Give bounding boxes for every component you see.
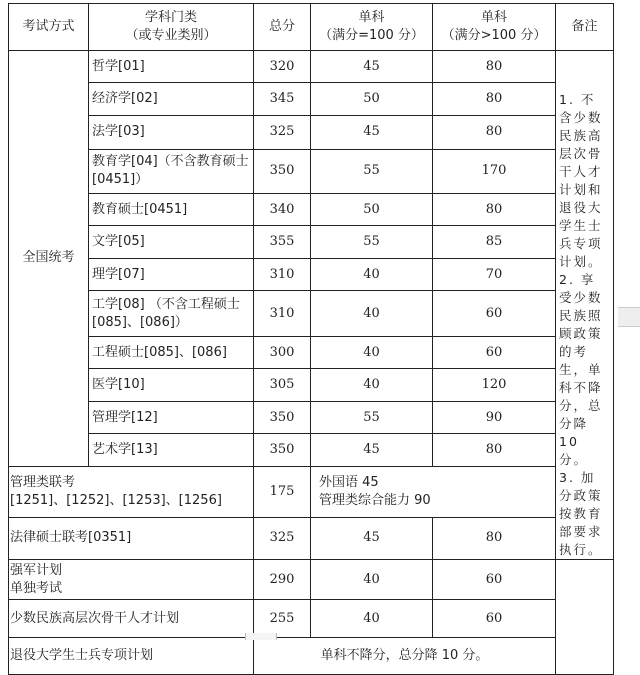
total-cell: 325: [254, 115, 311, 149]
military-plan-row: [9, 560, 614, 600]
subject-cell: 哲学[01]: [89, 51, 254, 83]
single-100-cell: 40: [311, 336, 433, 368]
total-cell: 350: [254, 149, 311, 193]
single-over-100-cell: 170: [433, 149, 556, 193]
single-100-cell: 40: [311, 291, 433, 336]
subject-cell: 艺术学[13]: [89, 434, 254, 466]
total-cell: 175: [254, 466, 311, 517]
minority-plan-row: [9, 600, 614, 638]
single-over-100-cell: 80: [433, 83, 556, 115]
veteran-plan-rule: 单科不降分，总分降 10 分。: [254, 638, 556, 675]
scrollbar-fragment: [618, 307, 640, 327]
subject-cell: 理学[07]: [89, 258, 254, 290]
subject-cell: 工程硕士[085]、[086]: [89, 336, 254, 368]
total-cell: 290: [254, 560, 311, 600]
subject-cell: 工学[08] （不含工程硕士[085]、[086]）: [89, 291, 254, 336]
header-single-100-line2: （满分=100 分）: [319, 28, 424, 43]
table-row: [9, 115, 614, 149]
header-single-over-100-line2: （满分>100 分）: [441, 28, 547, 43]
law-joint-row: [9, 517, 614, 559]
single-over-100-cell: 80: [433, 115, 556, 149]
remarks-empty-cell: [556, 560, 614, 675]
single-100-cell: 55: [311, 401, 433, 433]
management-joint-row: [9, 466, 614, 517]
single-100-cell: 40: [311, 258, 433, 290]
table-row: [9, 291, 614, 336]
table-row: [9, 336, 614, 368]
header-subject-line1: 学科门类: [144, 10, 197, 25]
total-cell: 350: [254, 434, 311, 466]
veteran-plan-row: [9, 638, 614, 675]
header-single-over-100-line1: 单科: [480, 10, 507, 25]
single-over-100-cell: 60: [433, 600, 556, 638]
veteran-plan-label: 退役大学生士兵专项计划: [9, 638, 254, 675]
law-joint-label: 法律硕士联考[0351]: [9, 517, 254, 559]
single-over-100-cell: 80: [433, 434, 556, 466]
bottom-edge-fragment: [245, 633, 277, 640]
table-row: [9, 83, 614, 115]
header-exam-method: 考试方式: [9, 4, 89, 51]
total-cell: 320: [254, 51, 311, 83]
header-remarks: 备注: [556, 4, 614, 51]
single-100-cell: 55: [311, 226, 433, 258]
management-joint-label-line1: 管理类联考: [10, 474, 76, 490]
table-row: [9, 193, 614, 225]
single-100-cell: 45: [311, 517, 433, 559]
remark-item-1: 1. 不 含少数民族高层次骨干人才计划和退役大学生士兵专项计划。: [559, 92, 603, 269]
single-100-cell: 40: [311, 369, 433, 401]
subject-cell: 教育硕士[0451]: [89, 193, 254, 225]
military-plan-label-line1: 强军计划: [10, 562, 63, 578]
total-cell: 325: [254, 517, 311, 559]
admission-score-table: [8, 3, 614, 675]
single-over-100-cell: 80: [433, 51, 556, 83]
minority-plan-label: 少数民族高层次骨干人才计划: [9, 600, 254, 638]
header-total: 总分: [254, 4, 311, 51]
single-100-cell: 50: [311, 83, 433, 115]
remark-item-3: 3. 加 分政策按教育部要求执行。: [559, 470, 603, 557]
single-over-100-cell: 85: [433, 226, 556, 258]
table-row: [9, 434, 614, 466]
header-row: [9, 4, 614, 51]
subject-cell: 经济学[02]: [89, 83, 254, 115]
management-joint-detail-line1: 外国语 45: [319, 474, 379, 490]
total-cell: 350: [254, 401, 311, 433]
national-exam-label: 全国统考: [9, 51, 89, 467]
header-single-100: [311, 4, 433, 51]
total-cell: 355: [254, 226, 311, 258]
single-over-100-cell: 80: [433, 193, 556, 225]
military-plan-label-line2: 单独考试: [10, 580, 63, 596]
single-over-100-cell: 60: [433, 291, 556, 336]
header-single-over-100: [433, 4, 556, 51]
single-over-100-cell: 80: [433, 517, 556, 559]
single-100-cell: 50: [311, 193, 433, 225]
table-row: [9, 258, 614, 290]
single-100-cell: 45: [311, 115, 433, 149]
total-cell: 300: [254, 336, 311, 368]
table-row: [9, 149, 614, 193]
header-subject: [89, 4, 254, 51]
table-row: [9, 401, 614, 433]
header-subject-line2: （或专业类别）: [125, 28, 217, 43]
military-plan-label: [9, 560, 254, 600]
management-joint-label-line2: [1251]、[1252]、[1253]、[1256]: [10, 492, 222, 508]
single-over-100-cell: 90: [433, 401, 556, 433]
total-cell: 305: [254, 369, 311, 401]
header-single-100-line1: 单科: [358, 10, 385, 25]
remark-item-2: 2. 享 受少数民族照顾政策的考生，单科不降分，总分降 10 分。: [559, 272, 603, 467]
management-joint-detail-line2: 管理类综合能力 90: [319, 492, 431, 508]
single-over-100-cell: 60: [433, 560, 556, 600]
single-over-100-cell: 120: [433, 369, 556, 401]
subject-cell: 教育学[04]（不含教育硕士[0451]）: [89, 149, 254, 193]
table-row: [9, 369, 614, 401]
subject-cell: 医学[10]: [89, 369, 254, 401]
subject-cell: 文学[05]: [89, 226, 254, 258]
remarks-cell: [556, 51, 614, 560]
single-100-cell: 45: [311, 51, 433, 83]
management-joint-detail: [311, 466, 556, 517]
single-over-100-cell: 70: [433, 258, 556, 290]
total-cell: 310: [254, 258, 311, 290]
total-cell: 345: [254, 83, 311, 115]
subject-cell: 管理学[12]: [89, 401, 254, 433]
management-joint-label: [9, 466, 254, 517]
table-row: [9, 226, 614, 258]
single-100-cell: 40: [311, 560, 433, 600]
total-cell: 255: [254, 600, 311, 638]
single-over-100-cell: 60: [433, 336, 556, 368]
single-100-cell: 40: [311, 600, 433, 638]
single-100-cell: 45: [311, 434, 433, 466]
total-cell: 310: [254, 291, 311, 336]
table-row: [9, 51, 614, 83]
single-100-cell: 55: [311, 149, 433, 193]
subject-cell: 法学[03]: [89, 115, 254, 149]
total-cell: 340: [254, 193, 311, 225]
